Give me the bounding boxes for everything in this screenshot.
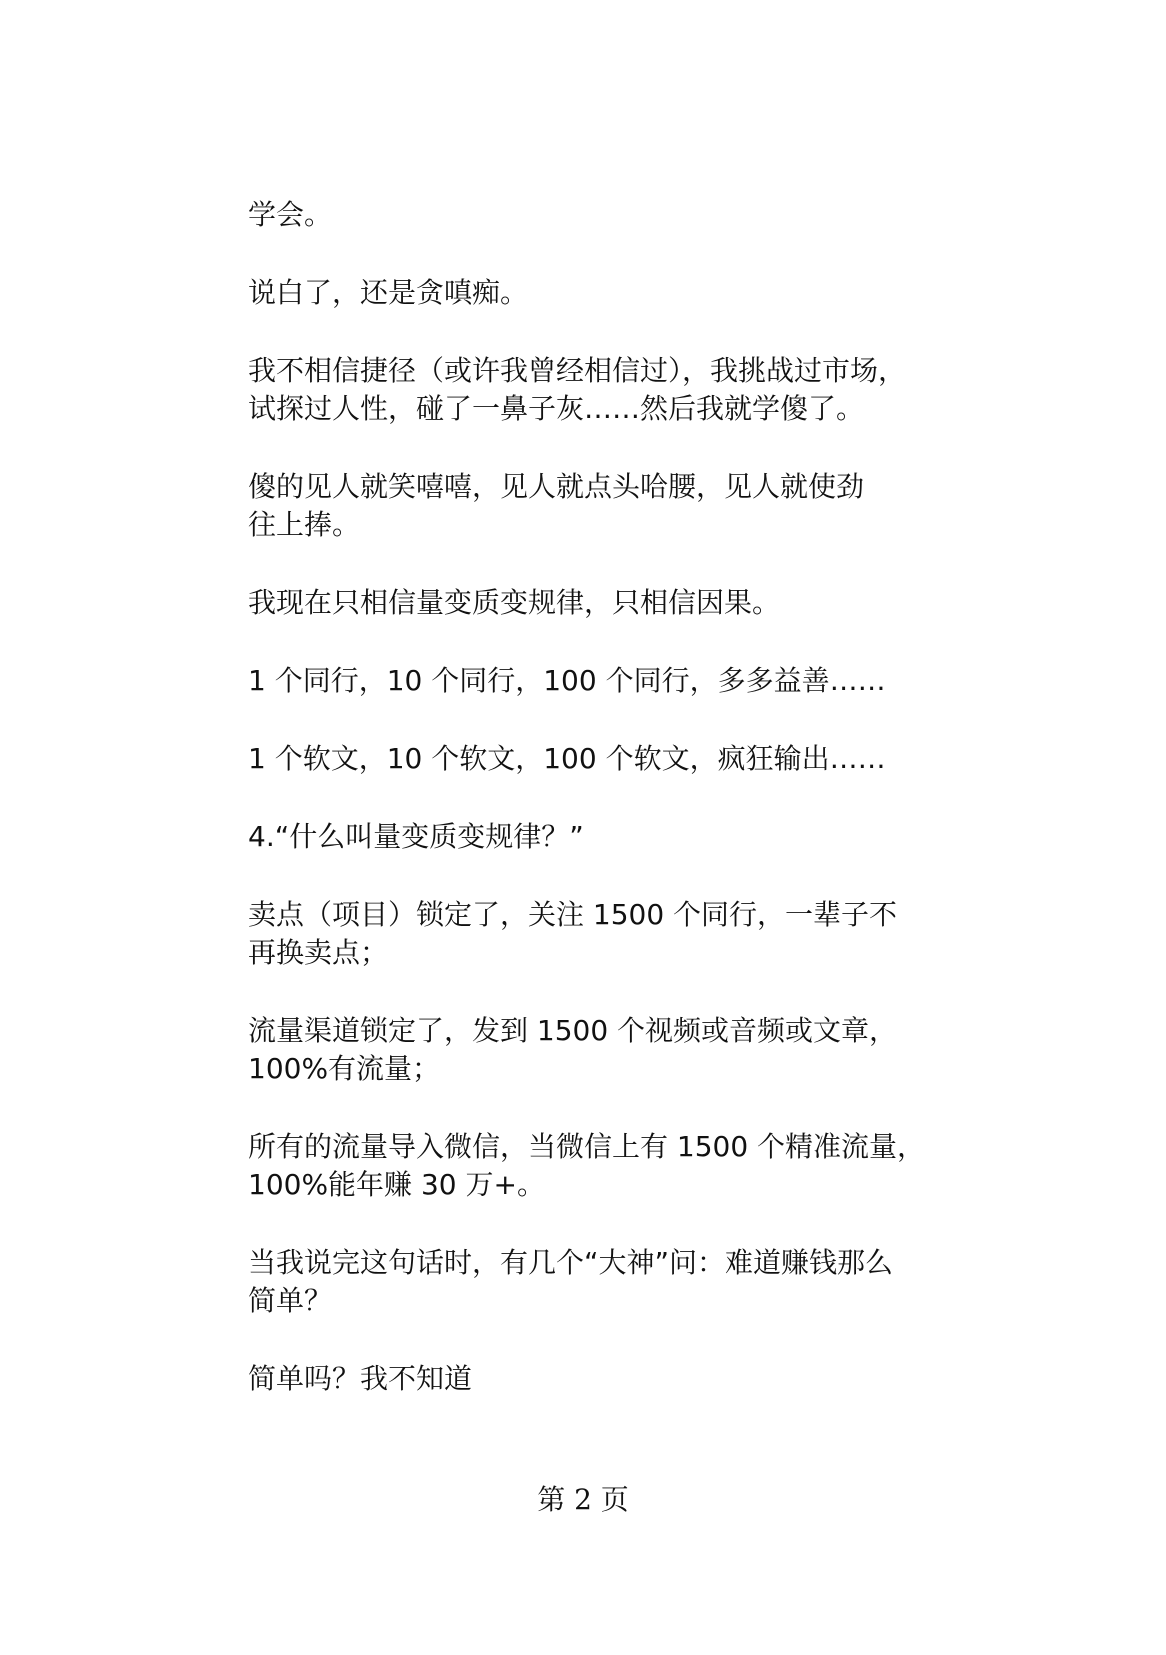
- text-line: 所有的流量导入微信，当微信上有 1500 个精准流量，: [248, 1130, 926, 1163]
- paragraph: [248, 896, 928, 972]
- text-line: 学会。: [248, 198, 333, 231]
- text-line: 再换卖点；: [248, 936, 389, 969]
- text-line: 我不相信捷径（或许我曾经相信过），我挑战过市场，: [248, 354, 907, 387]
- text-line: 试探过人性，碰了一鼻子灰……然后我就学傻了。: [248, 392, 865, 425]
- paragraph: [248, 1012, 928, 1088]
- text-line: 1 个软文，10 个软文，100 个软文，疯狂输出……: [248, 742, 886, 775]
- section-heading: [248, 818, 928, 856]
- paragraph: [248, 274, 928, 312]
- text-line: 当我说完这句话时，有几个“大神”问：难道赚钱那么: [248, 1246, 894, 1279]
- document-body: [248, 196, 928, 1438]
- paragraph: [248, 1128, 928, 1204]
- page-number: 第 2 页: [537, 1483, 629, 1516]
- text-line: 100%有流量；: [248, 1052, 441, 1085]
- paragraph: [248, 1244, 928, 1320]
- paragraph: [248, 1360, 928, 1398]
- text-line: 往上捧。: [248, 508, 361, 541]
- paragraph: [248, 196, 928, 234]
- text-line: 简单？: [248, 1284, 333, 1317]
- text-line: 流量渠道锁定了，发到 1500 个视频或音频或文章，: [248, 1014, 898, 1047]
- text-line: 100%能年赚 30 万+。: [248, 1168, 545, 1201]
- paragraph: [248, 662, 928, 700]
- paragraph: [248, 584, 928, 622]
- text-line: 4.“什么叫量变质变规律？”: [248, 820, 584, 853]
- paragraph: [248, 740, 928, 778]
- text-line: 1 个同行，10 个同行，100 个同行，多多益善……: [248, 664, 886, 697]
- text-line: 说白了，还是贪嗔痴。: [248, 276, 529, 309]
- text-line: 傻的见人就笑嘻嘻，见人就点头哈腰，见人就使劲: [248, 470, 865, 503]
- text-line: 简单吗？我不知道: [248, 1362, 473, 1395]
- text-line: 卖点（项目）锁定了，关注 1500 个同行，一辈子不: [248, 898, 898, 931]
- paragraph: [248, 468, 928, 544]
- paragraph: [248, 352, 928, 428]
- text-line: 我现在只相信量变质变规律，只相信因果。: [248, 586, 781, 619]
